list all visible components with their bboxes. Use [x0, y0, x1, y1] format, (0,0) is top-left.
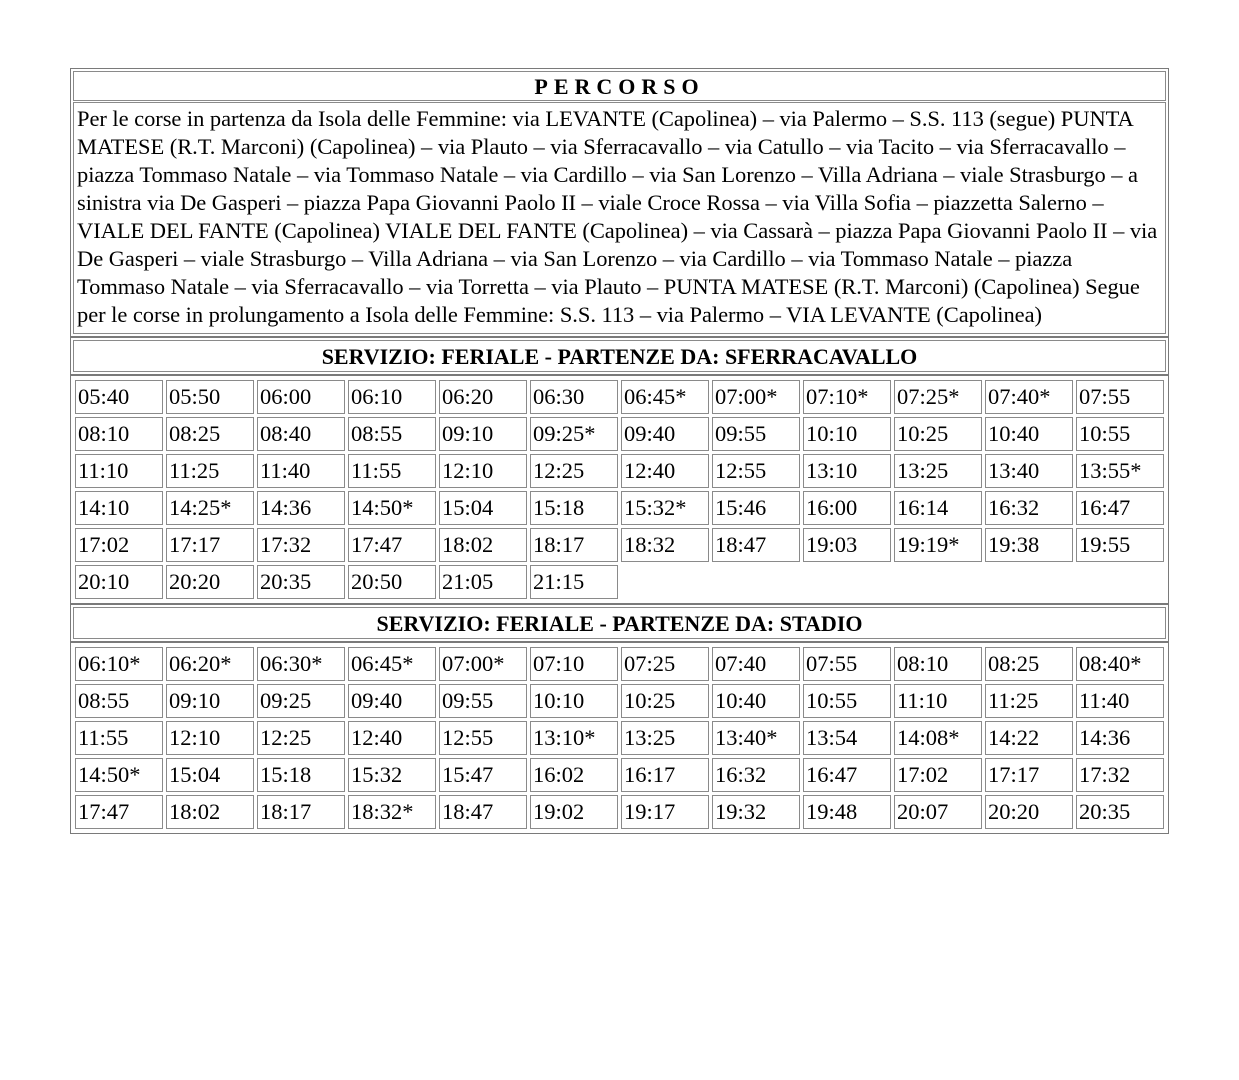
timetable	[70, 68, 1169, 834]
departure-time: 09:55	[712, 417, 800, 451]
departure-time: 10:25	[894, 417, 982, 451]
departure-time: 10:25	[621, 684, 709, 718]
service-section	[70, 337, 1169, 375]
departure-time: 17:32	[257, 528, 345, 562]
departure-time: 06:10*	[75, 647, 163, 681]
departure-time: 06:45*	[348, 647, 436, 681]
departure-time: 10:10	[530, 684, 618, 718]
departure-time: 13:40*	[712, 721, 800, 755]
departure-time: 19:55	[1076, 528, 1164, 562]
table-row	[75, 684, 1164, 718]
departure-time: 15:04	[166, 758, 254, 792]
departure-time: 07:10*	[803, 380, 891, 414]
departure-time: 09:40	[348, 684, 436, 718]
departure-time: 16:02	[530, 758, 618, 792]
departure-time: 17:17	[985, 758, 1073, 792]
departure-time: 15:18	[257, 758, 345, 792]
departure-time: 19:03	[803, 528, 891, 562]
departure-time: 14:50*	[75, 758, 163, 792]
departure-time: 13:10	[803, 454, 891, 488]
departure-time: 18:47	[439, 795, 527, 829]
departure-time: 07:00*	[712, 380, 800, 414]
table-row	[75, 795, 1164, 829]
departure-time: 15:32*	[621, 491, 709, 525]
departure-time: 10:55	[1076, 417, 1164, 451]
departure-time: 14:36	[1076, 721, 1164, 755]
departure-time: 10:40	[985, 417, 1073, 451]
departure-time: 18:47	[712, 528, 800, 562]
departure-time: 20:20	[985, 795, 1073, 829]
departure-time: 20:50	[348, 565, 436, 599]
table-row	[75, 380, 1164, 414]
departure-time: 10:40	[712, 684, 800, 718]
departure-time: 16:17	[621, 758, 709, 792]
departure-time: 13:55*	[1076, 454, 1164, 488]
departure-time: 11:40	[257, 454, 345, 488]
table-row	[75, 491, 1164, 525]
departure-time: 08:10	[75, 417, 163, 451]
departure-time: 16:47	[1076, 491, 1164, 525]
departure-time: 13:25	[894, 454, 982, 488]
departure-time: 10:10	[803, 417, 891, 451]
departure-time: 17:32	[1076, 758, 1164, 792]
departure-time: 11:10	[75, 454, 163, 488]
departure-time: 09:10	[166, 684, 254, 718]
departure-time: 11:55	[75, 721, 163, 755]
times-grid	[70, 642, 1169, 834]
departure-time: 19:38	[985, 528, 1073, 562]
route-section	[70, 68, 1169, 337]
departure-time: 15:18	[530, 491, 618, 525]
departure-time: 07:10	[530, 647, 618, 681]
departure-time: 06:30	[530, 380, 618, 414]
departure-time: 17:17	[166, 528, 254, 562]
departure-time: 13:10*	[530, 721, 618, 755]
departure-time: 13:54	[803, 721, 891, 755]
empty-cell	[894, 565, 982, 599]
empty-cell	[985, 565, 1073, 599]
departure-time: 18:02	[166, 795, 254, 829]
departure-time: 06:30*	[257, 647, 345, 681]
route-heading: PERCORSO	[73, 71, 1166, 101]
departure-time: 07:25	[621, 647, 709, 681]
departure-time: 19:17	[621, 795, 709, 829]
departure-time: 16:32	[712, 758, 800, 792]
services-container	[70, 337, 1169, 834]
departure-time: 12:25	[530, 454, 618, 488]
departure-time: 21:05	[439, 565, 527, 599]
departure-time: 11:25	[166, 454, 254, 488]
departure-time: 13:40	[985, 454, 1073, 488]
departure-time: 05:50	[166, 380, 254, 414]
departure-time: 06:00	[257, 380, 345, 414]
departure-time: 17:47	[348, 528, 436, 562]
service-section	[70, 604, 1169, 642]
departure-time: 12:10	[166, 721, 254, 755]
departure-time: 09:40	[621, 417, 709, 451]
departure-time: 07:40	[712, 647, 800, 681]
departure-time: 19:32	[712, 795, 800, 829]
departure-time: 14:10	[75, 491, 163, 525]
departure-time: 11:10	[894, 684, 982, 718]
table-row	[75, 417, 1164, 451]
table-row	[75, 565, 1164, 599]
departure-time: 14:22	[985, 721, 1073, 755]
service-title: SERVIZIO: FERIALE - PARTENZE DA: STADIO	[73, 607, 1166, 639]
table-row	[75, 647, 1164, 681]
departure-time: 14:50*	[348, 491, 436, 525]
departure-time: 21:15	[530, 565, 618, 599]
departure-time: 06:10	[348, 380, 436, 414]
departure-time: 16:32	[985, 491, 1073, 525]
departure-time: 07:55	[1076, 380, 1164, 414]
table-row	[75, 758, 1164, 792]
departure-time: 12:40	[348, 721, 436, 755]
table-row	[75, 528, 1164, 562]
departure-time: 18:32	[621, 528, 709, 562]
departure-time: 17:02	[75, 528, 163, 562]
departure-time: 12:10	[439, 454, 527, 488]
departure-time: 19:19*	[894, 528, 982, 562]
times-grid	[70, 375, 1169, 604]
departure-time: 06:20	[439, 380, 527, 414]
departure-time: 15:04	[439, 491, 527, 525]
times-table	[72, 377, 1167, 602]
service-title: SERVIZIO: FERIALE - PARTENZE DA: SFERRACAVALLO	[73, 340, 1166, 372]
departure-time: 07:25*	[894, 380, 982, 414]
departure-time: 09:10	[439, 417, 527, 451]
departure-time: 14:25*	[166, 491, 254, 525]
departure-time: 14:36	[257, 491, 345, 525]
departure-time: 15:46	[712, 491, 800, 525]
departure-time: 13:25	[621, 721, 709, 755]
departure-time: 08:10	[894, 647, 982, 681]
departure-time: 19:02	[530, 795, 618, 829]
empty-cell	[712, 565, 800, 599]
departure-time: 20:35	[257, 565, 345, 599]
departure-time: 15:47	[439, 758, 527, 792]
departure-time: 20:10	[75, 565, 163, 599]
departure-time: 08:40*	[1076, 647, 1164, 681]
departure-time: 08:25	[985, 647, 1073, 681]
departure-time: 08:55	[348, 417, 436, 451]
departure-time: 11:40	[1076, 684, 1164, 718]
empty-cell	[1076, 565, 1164, 599]
departure-time: 18:02	[439, 528, 527, 562]
departure-time: 07:40*	[985, 380, 1073, 414]
departure-time: 09:25*	[530, 417, 618, 451]
departure-time: 18:32*	[348, 795, 436, 829]
times-table	[72, 644, 1167, 832]
departure-time: 11:55	[348, 454, 436, 488]
departure-time: 11:25	[985, 684, 1073, 718]
empty-cell	[621, 565, 709, 599]
departure-time: 20:07	[894, 795, 982, 829]
departure-time: 12:40	[621, 454, 709, 488]
departure-time: 18:17	[257, 795, 345, 829]
departure-time: 18:17	[530, 528, 618, 562]
departure-time: 09:55	[439, 684, 527, 718]
departure-time: 17:02	[894, 758, 982, 792]
departure-time: 12:55	[712, 454, 800, 488]
departure-time: 08:25	[166, 417, 254, 451]
departure-time: 08:55	[75, 684, 163, 718]
departure-time: 12:55	[439, 721, 527, 755]
departure-time: 19:48	[803, 795, 891, 829]
departure-time: 20:20	[166, 565, 254, 599]
table-row	[75, 454, 1164, 488]
departure-time: 15:32	[348, 758, 436, 792]
departure-time: 16:00	[803, 491, 891, 525]
departure-time: 14:08*	[894, 721, 982, 755]
route-description: Per le corse in partenza da Isola delle Femmine: via LEVANTE (Capolinea) – via Palermo – S.S. 113 (segue) PUNTA MATESE (R.T. Marconi) (Capolinea) – via Plauto – via Sferracavallo – via Catullo – via Tacito – via Sferracavallo – piazza Tommaso Natale – via Tommaso Natale – via Cardillo – via San Lorenzo – Villa Adriana – viale Strasburgo – a sinistra via De Gasperi – piazza Papa Giovanni Paolo II – viale Croce Rossa – via Villa Sofia – piazzetta Salerno – VIALE DEL FANTE (Capolinea) VIALE DEL FANTE (Capolinea) – via Cassarà – piazza Papa Giovanni Paolo II – via De Gasperi – viale Strasburgo – Villa Adriana – via San Lorenzo – via Cardillo – via Tommaso Natale – piazza Tommaso Natale – via Sferracavallo – via Torretta – via Plauto – PUNTA MATESE (R.T. Marconi) (Capolinea) Segue per le corse in prolungamento a Isola delle Femmine: S.S. 113 – via Palermo – VIA LEVANTE (Capolinea)	[73, 102, 1166, 334]
departure-time: 05:40	[75, 380, 163, 414]
departure-time: 12:25	[257, 721, 345, 755]
departure-time: 08:40	[257, 417, 345, 451]
departure-time: 20:35	[1076, 795, 1164, 829]
departure-time: 06:45*	[621, 380, 709, 414]
departure-time: 06:20*	[166, 647, 254, 681]
departure-time: 16:47	[803, 758, 891, 792]
departure-time: 07:55	[803, 647, 891, 681]
departure-time: 07:00*	[439, 647, 527, 681]
departure-time: 16:14	[894, 491, 982, 525]
departure-time: 10:55	[803, 684, 891, 718]
empty-cell	[803, 565, 891, 599]
table-row	[75, 721, 1164, 755]
departure-time: 09:25	[257, 684, 345, 718]
departure-time: 17:47	[75, 795, 163, 829]
